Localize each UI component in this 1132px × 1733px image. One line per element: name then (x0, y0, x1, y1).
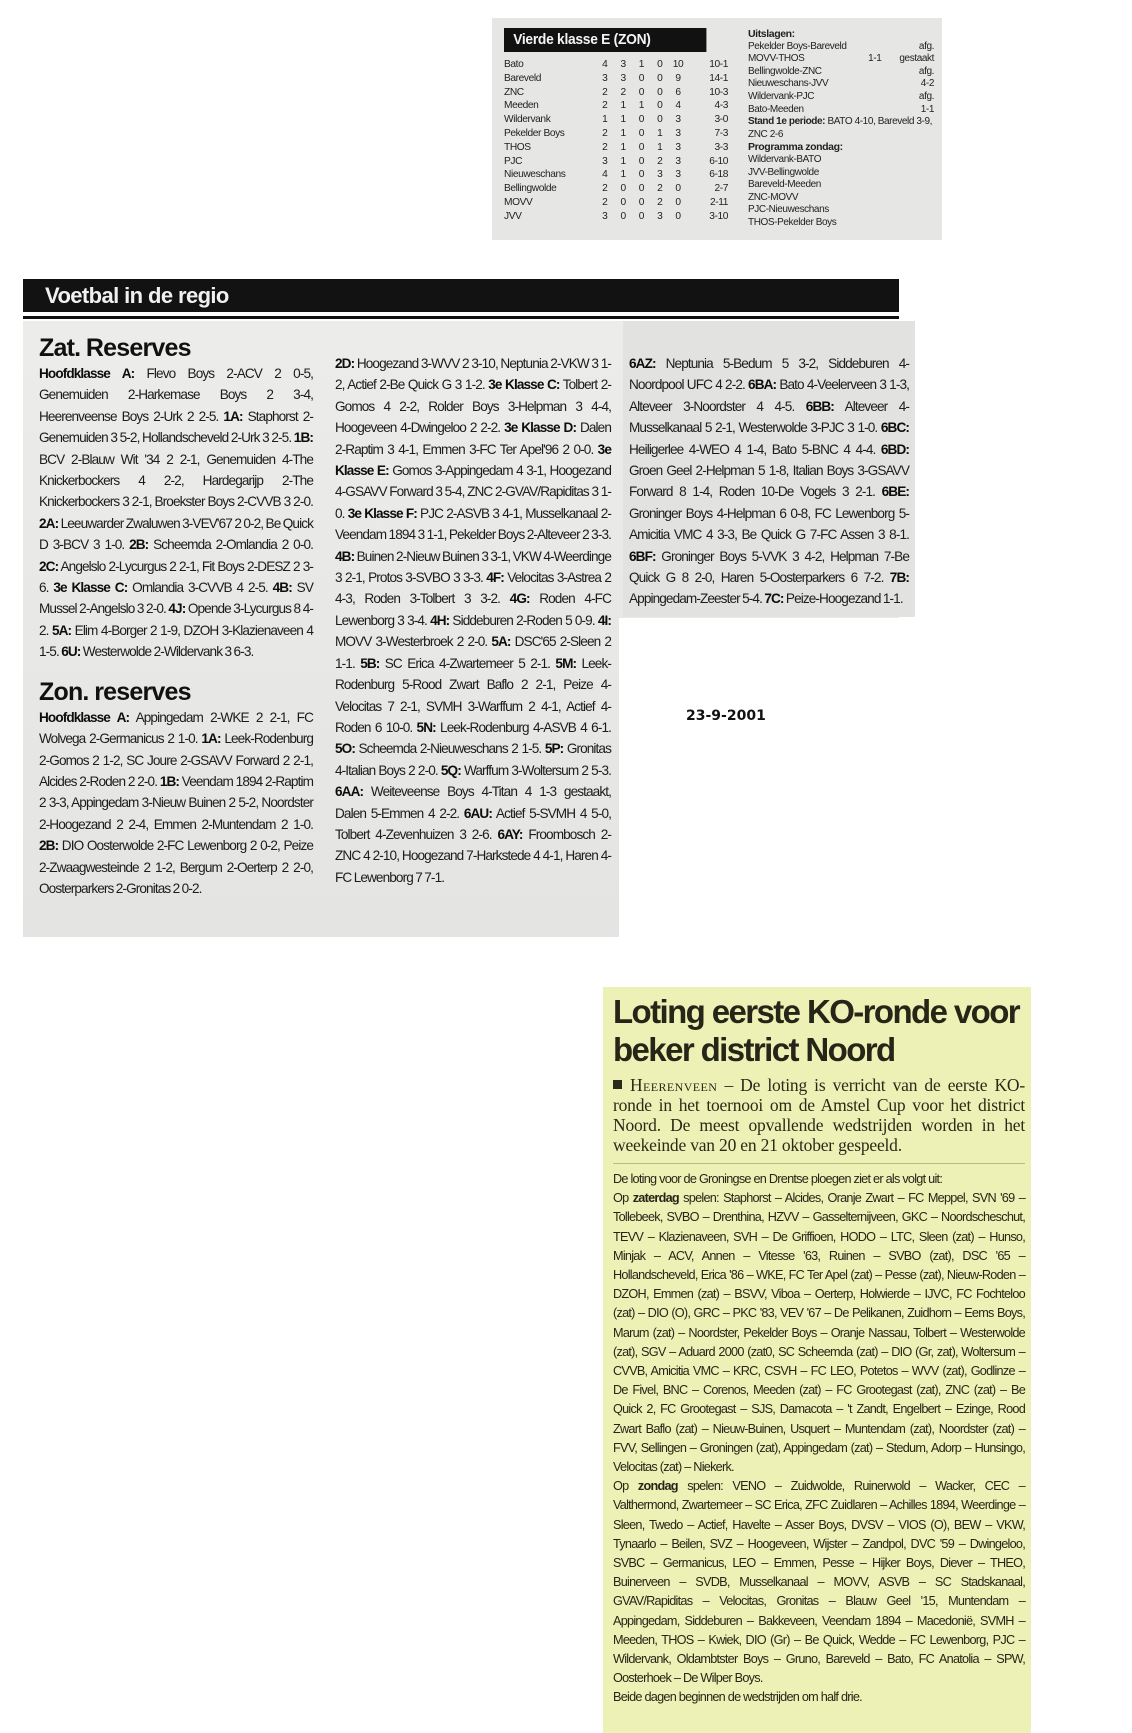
class-results: Scheemda 2-Omlandia 2 0-0. (148, 537, 313, 553)
class-results: Gronitas 4-Italian Boys 2 2-0. (335, 741, 611, 778)
class-label: 4F: (486, 570, 504, 586)
standings-team: Bareveld (504, 72, 542, 84)
class-label: 2D: (335, 356, 355, 371)
results-heading: Uitslagen: (748, 28, 795, 40)
class-label: 5A: (491, 634, 511, 650)
intro-text: De loting voor de Groningse en Drentse ploegen ziet er als volgt uit: (613, 1172, 943, 1186)
standings-team: Pekelder Boys (504, 127, 565, 139)
class-results: Elim 4-Borger 2 1-9, DZOH 3-Klazienaveen 4 1-5. (39, 622, 313, 660)
dateline: Heerenveen (630, 1075, 718, 1095)
zaterdag-label: zaterdag (632, 1191, 679, 1206)
loting-article-clipping (603, 987, 1031, 1733)
result-score: 1-1 (868, 53, 882, 65)
class-label: Hoofdklasse A: (39, 709, 130, 725)
result-row (748, 41, 934, 54)
result-row (748, 104, 934, 117)
class-results: Veendam 1894 2-Raptim 2 3-3, Appingedam 3-Nieuw Buinen 2 5-2, Noordster 2-Hoogezand 2 2-4, Emmen 2-Muntendam 2 1-0. (39, 773, 314, 832)
standings-won: 3 (620, 72, 626, 84)
zondag-label: zondag (637, 1479, 678, 1494)
class-results: Gomos 3-Appingedam 4 3-1, Hoogezand 4-GSAVV Forward 3 5-4, ZNC 2-GVAV/Rapiditas 3 1-0. (335, 463, 611, 521)
result-row (748, 53, 934, 66)
class-label: 6BB: (805, 398, 834, 414)
result-status: 4-2 (920, 78, 934, 90)
standings-team: Wildervank (504, 114, 551, 126)
class-label: 6BF: (629, 548, 656, 564)
standings-drawn: 1 (638, 100, 645, 112)
standings-row (504, 72, 728, 86)
class-label: 1B: (293, 430, 313, 446)
class-results: Peize-Hoogezand 1-1. (783, 591, 903, 607)
standings-team: JVV (504, 210, 522, 222)
standings-goals: 3-10 (709, 210, 728, 222)
clipping-trim (619, 618, 919, 938)
program-heading: Programma zondag: (748, 141, 843, 154)
date-label: 23-9-2001 (686, 708, 766, 724)
standings-lost: 1 (657, 127, 663, 139)
standings-points: 3 (675, 127, 681, 139)
zaterdag-prefix: Op (613, 1191, 633, 1206)
class-label: 7C: (764, 591, 784, 607)
class-label: 4G: (509, 591, 530, 607)
class-results: Westerwolde 2-Wildervank 3 6-3. (80, 644, 254, 660)
class-label: 6U: (61, 644, 81, 660)
class-label: 6BA: (748, 377, 777, 393)
zondag-prefix: Op (613, 1479, 638, 1494)
standings-played: 3 (602, 210, 608, 222)
standings-goals: 10-1 (709, 59, 728, 70)
standings-row (504, 86, 728, 100)
class-results: DSC'65 2-Sleen 2 1-1. (335, 634, 611, 671)
class-results: BCV 2-Blauw Wit '34 2 2-1, Genemuiden 4-The Knickerbockers 4 2-2, Hardegarijp 2-The Knickerbockers 3 2-1, Broekster Boys 2-CVVB 3 2-0. (39, 451, 313, 510)
standings-goals: 14-1 (709, 72, 728, 84)
zon-heading: Zon. reserves (39, 677, 191, 706)
class-label: 1A: (223, 408, 243, 424)
standings-team: THOS (504, 141, 531, 153)
zat-results-text (39, 363, 313, 663)
standings-goals: 3-3 (714, 141, 728, 153)
standings-points: 6 (675, 86, 681, 98)
result-match: Wildervank-PJC (748, 90, 815, 102)
zon-results-text-part-2 (335, 353, 611, 888)
standings-goals: 7-3 (714, 127, 728, 139)
bullet-square-icon (613, 1080, 622, 1089)
class-results: PJC 2-ASVB 3 4-1, Musselkanaal 2-Veendam 1894 3 1-1, Pekelder Boys 2-Alteveer 2 3-3. (335, 505, 611, 543)
standings-lost: 0 (657, 114, 663, 126)
standings-won: 2 (620, 86, 626, 98)
program-fixture: Wildervank-BATO (748, 153, 822, 165)
results-column-2 (335, 353, 611, 888)
result-match: Bellingwolde-ZNC (748, 65, 822, 77)
standings-won: 0 (620, 210, 626, 222)
class-label: 5Q: (440, 762, 461, 778)
class-results: Groen Geel 2-Helpman 5 1-8, Italian Boys 3-GSAVV Forward 8 1-4, Roden 10-De Vogels 3 2-1. (629, 463, 909, 500)
class-label: 6AA: (335, 784, 364, 800)
standings-won: 1 (620, 114, 626, 126)
result-row (748, 78, 934, 91)
program-fixture: JVV-Bellingwolde (748, 166, 819, 178)
standings-row (504, 155, 728, 169)
class-results: Velocitas 3-Astrea 2 4-3, Roden 3-Tolbert 3 3-2. (335, 570, 611, 607)
zaterdag-fixtures: spelen: Staphorst – Alcides, Oranje Zwart – FC Meppel, SVN '69 – Tollebeek, SVBO – Drenthina, HZVV – Gasselternijveen, GKC – Noordscheschut, TEVV – Klazienaveen, SVH – De Griffioen, HODO – LTC, Sleen (zat) – Hunso, Minjak – ACV, Annen – Vitesse '63, Ruinen – SVBO (zat), DSC '65 – Hollandscheveld, Erica '86 – WKE, FC Ter Apel (zat) – Pesse (zat), Nieuw-Roden – DZOH, Emmen (zat) – BSVV, Viboa – Oerterp, Holwierde – IJVC, FC Fochteloo (zat) – DIO (O), GRC – PKC '83, VEV '67 – De Pelikanen, Zuidhorn – Eems Boys, Marum (zat) – Noordster, Pekelder Boys – Oranje Nassau, Tolbert – Westerwolde (zat), SGV – Aduard 2000 (zat0, SC Scheemda (zat) – DIO (Gr, zat), Woltersum – CVVB, Amicitia VMC – KRC, CSVH – FC LEO, Potetos – WVV (zat), Godlinze – De Fivel, BNC – Corenos, Meeden (zat) – FC Grootegast (zat), ZNC (zat) – Be Quick 2, FC Grootegast – SJS, Damacota – 't Zandt, Engelbert – Ezinge, Rood Zwart Baflo (zat) – Nieuw-Buinen, Usquert – Muntendam (zat), Noordster (zat) – FVV, Sellingen – Groningen (zat), Appingedam (zat) – Stedum, Adorp – Hunsingo, Velocitas (zat) – Niekerk. (613, 1191, 1025, 1475)
class-results: Bato 4-Veelerveen 3 1-3, Alteveer 3-Noordster 4 4-5. (629, 377, 909, 414)
class-label: 6BD: (880, 441, 909, 457)
standings-row (504, 127, 728, 141)
standings-team: Meeden (504, 100, 539, 112)
standings-team: ZNC (504, 86, 524, 98)
class-results: DIO Oosterwolde 2-FC Lewenborg 2 0-2, Peize 2-Zwaagwesteinde 2 1-2, Bergum 2-Oerterp 2 2-0, Oosterparkers 2-Gronitas 2 0-2. (39, 838, 313, 896)
class-results: MOVV 3-Westerbroek 2 2-0. (335, 634, 492, 650)
standings-row (504, 99, 728, 113)
zat-heading: Zat. Reserves (39, 334, 191, 362)
standings-points: 3 (675, 155, 681, 167)
standings-played: 2 (602, 141, 608, 153)
standings-played: 4 (602, 59, 608, 70)
result-match: Bato-Meeden (748, 103, 804, 115)
standings-drawn: 0 (638, 72, 645, 84)
class-results: Scheemda 2-Nieuweschans 2 1-5. (354, 741, 545, 757)
result-status: gestaakt (899, 53, 934, 65)
standings-team: MOVV (504, 196, 533, 208)
standings-played: 3 (602, 72, 608, 84)
zondag-fixtures: spelen: VENO – Zuidwolde, Ruinerwold – Wacker, CEC – Valthermond, Zwartemeer – SC Erica, ZFC Zuidlaren – Achilles 1894, Weerdinge – Sleen, Twedo – Actief, Havelte – Asser Boys, DVSV – VIOS (O), BEW – VKW, Tynaarlo – Beilen, SVZ – Hoogeveen, Wijster – Zandpol, DVC '59 – Dwingeloo, SVBC – Germanicus, LEO – Emmen, Pesse – Hijker Boys, Diever – THEO, Buinerveen – SVDB, Musselkanaal – MOVV, ASVB – SC Stadskanaal, GVAV/Rapiditas – Velocitas, Gronitas – Blauw Geel '15, Muntendam – Appingedam, Siddeburen – Bakkeveen, Veendam 1894 – Macedonië, SVMH – Meeden, THOS – Kwiek, DIO (Gr) – Be Quick, Wedde – FC Lewenborg, PJC – Wildervank, Oldambtster Boys – Gruno, Bareveld – Bato, FC Anatolia – SPW, Oosterhoek – De Wilper Boys. (613, 1479, 1025, 1686)
standings-table (504, 58, 728, 224)
result-match: Pekelder Boys-Bareveld (748, 40, 847, 52)
class-results: Warffum 3-Woltersum 2 5-3. (460, 762, 611, 778)
result-status: afg. (918, 65, 934, 77)
result-status: 1-1 (920, 103, 934, 115)
zon-results-text-part-1 (39, 707, 313, 900)
result-match: MOVV-THOS (748, 53, 805, 65)
standings-team: PJC (504, 155, 523, 167)
standings-drawn: 0 (638, 114, 645, 126)
regio-clipping (17, 277, 909, 937)
class-label: 5O: (335, 741, 355, 757)
standings-points: 3 (675, 114, 681, 126)
standings-lost: 1 (657, 141, 663, 153)
class-label: 4B: (335, 548, 355, 564)
results-column-1 (39, 329, 313, 899)
standings-won: 3 (620, 59, 626, 70)
period-standing (748, 116, 934, 141)
class-label: 2A: (39, 515, 59, 531)
result-row (748, 91, 934, 104)
standings-points: 9 (675, 72, 681, 84)
class-label: 4I: (597, 612, 612, 628)
standings-won: 1 (620, 169, 626, 181)
class-label: 3e Klasse E: (335, 441, 611, 479)
class-results: Groninger Boys 4-Helpman 6 0-8, FC Lewenborg 5-Amicitia VMC 4 3-3, Be Quick G 7-FC Assen 3 8-1. (629, 505, 909, 543)
standings-lost: 3 (657, 210, 663, 222)
standings-drawn: 1 (638, 59, 645, 70)
class-label: 6BE: (881, 484, 909, 500)
standings-points: 3 (675, 169, 681, 181)
class-label: 4J: (168, 601, 186, 617)
standings-goals: 2-7 (714, 183, 728, 195)
result-status: afg. (918, 40, 934, 52)
standings-played: 4 (602, 169, 608, 181)
class-results: Leek-Rodenburg 5-Rood Zwart Baflo 2 2-1, Peize 4-Velocitas 7 2-1, SVMH 3-Warffum 2 4-1, Actief 4-Roden 6 10-0. (335, 655, 611, 735)
standings-goals: 10-3 (709, 86, 728, 98)
class-results: Leeuwarder Zwaluwen 3-VEV'67 2 0-2, Be Quick D 3-BCV 3 1-0. (39, 515, 314, 553)
standings-team: Bellingwolde (504, 183, 557, 195)
article-lead (613, 1075, 1025, 1155)
class-label: 1A: (201, 731, 221, 747)
standings-lost: 0 (657, 86, 663, 98)
class-label: 1B: (159, 773, 180, 789)
standings-lost: 2 (657, 183, 663, 195)
class-results: Groninger Boys 5-VVK 3 4-2, Helpman 7-Be Quick G 8 2-0, Haren 5-Oosterparkers 6 7-2. (629, 548, 909, 586)
standings-drawn: 0 (638, 155, 645, 167)
class-results: Siddeburen 2-Roden 5 0-9. (449, 612, 598, 628)
standings-lost: 0 (657, 59, 663, 70)
class-results: Buinen 2-Nieuw Buinen 3 3-1, VKW 4-Weerdinge 3 2-1, Protos 3-SVBO 3 3-3. (335, 548, 611, 586)
class-results: Staphorst 2-Genemuiden 3 5-2, Hollandscheveld 2-Urk 3 2-5. (39, 408, 313, 446)
standings-lost: 0 (657, 72, 663, 84)
standings-drawn: 0 (638, 141, 645, 153)
article-body (613, 1170, 1025, 1708)
class-label: 7B: (889, 570, 909, 586)
class-results: Angelslo 2-Lycurgus 2 2-1, Fit Boys 2-DESZ 2 3-6. (39, 558, 313, 596)
class-results: Appingedam-Zeester 5-4. (629, 591, 765, 607)
standings-played: 3 (602, 155, 608, 167)
class-label: 4B: (272, 580, 292, 596)
standings-played: 2 (602, 86, 608, 98)
class-label: 5M: (555, 655, 577, 671)
standings-points: 0 (675, 183, 681, 195)
standings-row (504, 182, 728, 196)
class-label: 6AZ: (629, 356, 656, 371)
article-divider (613, 1163, 1025, 1164)
class-results: Leek-Rodenburg 4-ASVB 4 6-1. (435, 719, 611, 735)
results-section (748, 28, 934, 236)
class-results: Alteveer 4-Musselkanaal 5 2-1, Westerwolde 3-PJC 3 1-0. (629, 398, 909, 436)
standings-lost: 2 (657, 155, 663, 167)
standings-won: 1 (620, 127, 626, 139)
standings-row (504, 168, 728, 182)
closing-text: Beide dagen beginnen de wedstrijden om half drie. (613, 1690, 862, 1705)
class-results: Opende 3-Lycurgus 8 4-2. (39, 601, 313, 638)
standings-drawn: 0 (638, 169, 645, 181)
class-results: Hoogezand 3-WVV 2 3-10, Neptunia 2-VKW 3 1-2, Actief 2-Be Quick G 3 1-2. (335, 356, 611, 393)
class-label: 3e Klasse F: (347, 505, 417, 521)
class-label: 2B: (129, 537, 149, 553)
class-results: Tolbert 2-Gomos 4 2-2, Rolder Boys 3-Helpman 3 4-4, Hoogeveen 4-Dwingeloo 2 2-2. (335, 377, 612, 436)
class-label: 3e Klasse C: (53, 580, 128, 596)
standings-row (504, 141, 728, 155)
standings-goals: 6-18 (709, 169, 728, 181)
standings-lost: 2 (657, 196, 663, 208)
standings-played: 2 (602, 100, 608, 112)
results-column-3 (629, 353, 909, 610)
results-list (748, 41, 934, 117)
class-label: 4H: (430, 612, 450, 628)
standings-goals: 2-11 (709, 196, 728, 208)
zon-results-text-part-3 (629, 353, 909, 610)
class-label: Hoofdklasse A: (39, 366, 135, 381)
class-results: Heiligerlee 4-WEO 4 1-4, Bato 5-BNC 4 4-4. (629, 441, 881, 457)
standings-lost: 3 (657, 169, 663, 181)
standings-row (504, 210, 728, 224)
class-results: Leek-Rodenburg 2-Gomos 2 1-2, SC Joure 2-GSAVV Forward 2 2-1, Alcides 2-Roden 2 2-0. (39, 731, 314, 789)
result-row (748, 66, 934, 79)
standings-team: Nieuweschans (504, 169, 566, 181)
standings-lost: 0 (657, 100, 663, 112)
class-label: 2C: (39, 558, 59, 574)
standings-points: 3 (675, 141, 681, 153)
standings-won: 1 (620, 141, 626, 153)
standings-goals: 3-0 (714, 114, 728, 126)
standings-row (504, 196, 728, 210)
standings-played: 2 (602, 183, 608, 195)
standings-row (504, 58, 728, 72)
result-status: afg. (918, 90, 934, 102)
standings-points: 4 (675, 100, 681, 112)
league-table-clipping (492, 18, 942, 240)
article-headline: Loting eerste KO-ronde voor beker district Noord (613, 993, 1020, 1068)
period-text: BATO 4-10, Bareveld 3-9, ZNC 2-6 (748, 116, 933, 140)
class-results: Omlandia 3-CVVB 4 2-5. (127, 580, 273, 596)
class-results: Appingedam 2-WKE 2 2-1, FC Wolvega 2-Germanicus 2 1-0. (39, 709, 313, 747)
banner-divider (23, 316, 899, 319)
period-label: Stand 1e periode: (748, 116, 826, 128)
class-results: Neptunia 5-Bedum 5 3-2, Siddeburen 4-Noordpool UFC 4 2-2. (629, 356, 909, 393)
standings-drawn: 0 (638, 86, 645, 98)
zaterdag-paragraph (613, 1189, 1025, 1477)
standings-won: 1 (620, 100, 626, 112)
lead-text: – De loting is verricht van de eerste KO-ronde in het toernooi om de Amstel Cup voor het district Noord. De meest opvallende wedstrijden worden in het weekeinde van 20 en 21 oktober gespeeld. (613, 1075, 1025, 1155)
class-results: Roden 4-FC Lewenborg 3 3-4. (335, 591, 611, 628)
class-label: 2B: (39, 838, 59, 854)
standings-drawn: 0 (638, 183, 645, 195)
standings-played: 2 (602, 196, 608, 208)
program-list (748, 154, 934, 230)
standings-won: 1 (620, 155, 626, 167)
standings-goals: 4-3 (714, 100, 728, 112)
class-results: SV Mussel 2-Angelslo 3 2-0. (39, 580, 314, 617)
class-label: 3e Klasse C: (488, 377, 560, 393)
standings-team: Bato (504, 59, 524, 70)
standings-goals: 6-10 (709, 155, 728, 167)
standings-points: 0 (675, 210, 681, 222)
program-fixture: ZNC-MOVV (748, 191, 799, 203)
class-label: 3e Klasse D: (504, 420, 577, 436)
standings-won: 0 (620, 183, 626, 195)
class-results: Froombosch 2-ZNC 4 2-10, Hoogezand 7-Harkstede 4 4-1, Haren 4-FC Lewenborg 7 7-1. (335, 826, 612, 885)
class-results: Weiteveense Boys 4-Titan 4 1-3 gestaakt, Dalen 5-Emmen 4 2-2. (335, 784, 611, 821)
class-results: Actief 5-SVMH 4 5-0, Tolbert 4-Zevenhuizen 3 2-6. (335, 805, 611, 842)
standings-played: 1 (602, 114, 608, 126)
standings-points: 0 (675, 196, 681, 208)
result-match: Nieuweschans-JVV (748, 78, 829, 90)
class-results: Dalen 2-Raptim 3 4-1, Emmen 3-FC Ter Apel'96 2 0-0. (335, 420, 611, 457)
class-results: Flevo Boys 2-ACV 2 0-5, Genemuiden 2-Harkemase Boys 2 3-4, Heerenveense Boys 2-Urk 2 2-5. (39, 366, 313, 424)
class-label: 5A: (51, 622, 72, 638)
standings-drawn: 0 (638, 210, 645, 222)
standings-played: 2 (602, 127, 608, 139)
class-results: SC Erica 4-Zwartemeer 5 2-1. (379, 655, 556, 671)
class-label: 6AU: (463, 805, 492, 821)
standings-drawn: 0 (638, 127, 645, 139)
zondag-paragraph (613, 1477, 1025, 1688)
class-label: 5N: (416, 719, 436, 735)
standings-won: 0 (620, 196, 626, 208)
program-fixture: Bareveld-Meeden (748, 179, 821, 191)
standings-row (504, 113, 728, 127)
standings-section (504, 28, 740, 236)
regio-banner: Voetbal in de regio (23, 279, 899, 312)
standings-points: 10 (672, 59, 684, 70)
standings-drawn: 0 (638, 196, 645, 208)
program-fixture: PJC-Nieuweschans (748, 204, 829, 216)
class-label: 6BC: (880, 420, 909, 436)
class-label: 5P: (544, 741, 564, 757)
class-label: 5B: (360, 655, 380, 671)
program-fixture: THOS-Pekelder Boys (748, 216, 837, 228)
league-title: Vierde klasse E (ZON) (504, 28, 706, 52)
class-label: 6AY: (497, 826, 523, 842)
